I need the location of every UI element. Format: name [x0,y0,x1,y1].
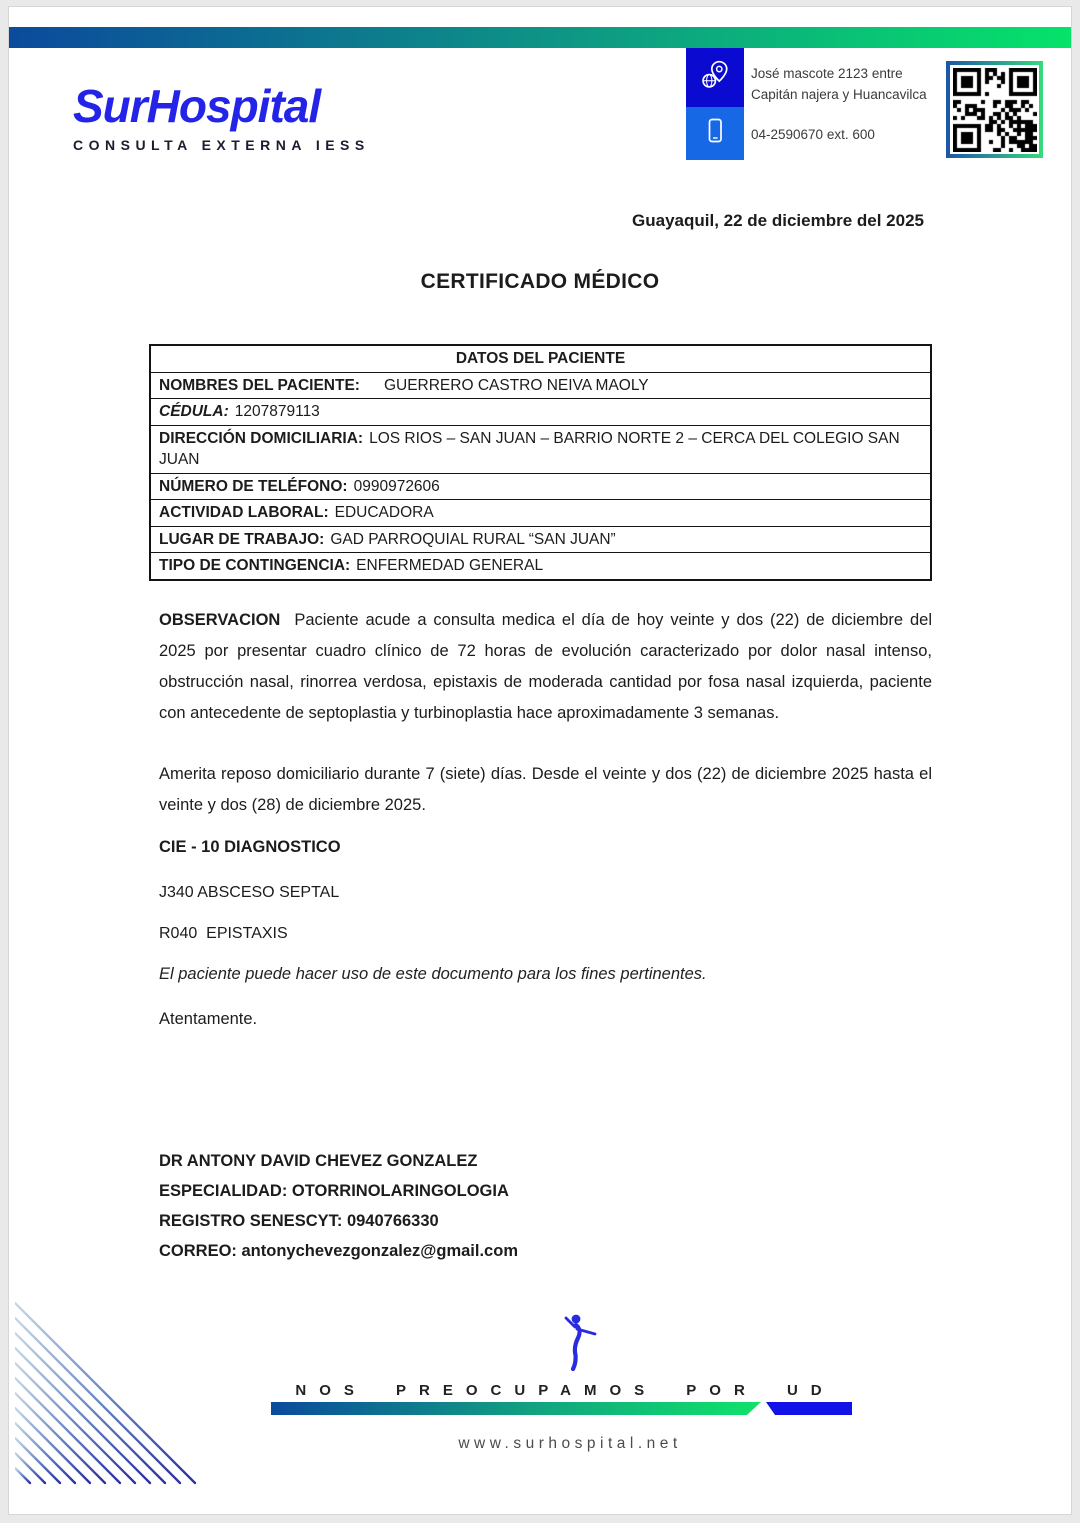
footer-blue-bar [766,1402,852,1415]
row-value: ENFERMEDAD GENERAL [356,557,544,574]
table-row [151,473,930,500]
table-row [151,425,930,473]
location-square [686,48,744,107]
logo-subtitle: CONSULTA EXTERNA IESS [73,137,370,153]
table-row [151,552,930,579]
rest-paragraph: Amerita reposo domiciliario durante 7 (siete) días. Desde el veinte y dos (22) de diciembre 2025 hasta el veinte y dos (28) de diciembre 2025. [159,765,932,814]
cie-heading: CIE - 10 DIAGNOSTICO [159,838,341,856]
diagnosis-line-2: R040 EPISTAXIS [159,925,288,942]
row-label: DIRECCIÓN DOMICILIARIA: [159,429,364,447]
observation-text: Paciente acude a consulta medica el día de hoy veinte y dos (22) de diciembre del 2025 por presentar cuadro clínico de 72 horas de evolución caracterizado por dolor nasal intenso, obstrucción nasal, rinorrea verdosa, epistaxis de moderada cantidad por fosa nasal izquierda, paciente con antecedente de septoplastia y turbinoplastia hace aproximadamente 3 semanas. [159,611,932,722]
doctor-name: DR ANTONY DAVID CHEVEZ GONZALEZ [159,1152,478,1170]
row-label: CÉDULA: [159,403,229,420]
patient-table [149,344,932,581]
row-value: 1207879113 [234,403,320,420]
table-row [151,526,930,553]
website-text: www.surhospital.net [458,1435,682,1452]
footer-gradient-bar [271,1402,761,1415]
doctor-specialty: ESPECIALIDAD: OTORRINOLARINGOLOGIA [159,1182,509,1200]
usage-note: El paciente puede hacer uso de este documento para los fines pertinentes. [159,965,707,983]
observation-label: OBSERVACION [159,611,281,629]
row-label: TIPO DE CONTINGENCIA: [159,557,351,574]
diagnosis-line-1: J340 ABSCESO SEPTAL [159,884,340,901]
row-value: GUERRERO CASTRO NEIVA MAOLY [383,376,649,394]
closing-text: Atentamente. [159,1010,258,1028]
certificate-page [8,6,1072,1515]
document-title: CERTIFICADO MÉDICO [420,270,660,293]
top-gradient-bar [9,27,1071,48]
doctor-block [159,1146,518,1266]
table-row [151,398,930,425]
phone-text: 04-2590670 ext. 600 [751,127,875,142]
table-header: DATOS DEL PACIENTE [455,350,626,367]
phone-square [686,107,744,160]
qr-pattern [953,68,1037,152]
smartphone-icon [700,116,730,151]
address-line-2: Capitán najera y Huancavilca [751,87,927,102]
table-row [151,499,930,526]
row-value: EDUCADORA [334,504,434,521]
logo-title: SurHospital [73,80,321,132]
row-label: NOMBRES DEL PACIENTE: [159,376,360,394]
row-value: 0990972606 [353,477,440,495]
footer-slogan: NOS PREOCUPAMOS POR UD [295,1382,835,1399]
location-pin-globe-icon [699,59,731,96]
person-figure-icon [552,1313,602,1376]
hospital-logo [73,80,373,153]
row-label: LUGAR DE TRABAJO: [159,530,325,548]
row-value: GAD PARROQUIAL RURAL “SAN JUAN” [330,530,616,548]
qr-code [946,61,1043,158]
row-label: NÚMERO DE TELÉFONO: [159,477,348,495]
row-label: ACTIVIDAD LABORAL: [159,504,329,521]
doctor-email: CORREO: antonychevezgonzalez@gmail.com [159,1242,518,1260]
table-row [151,372,930,399]
address-line-1: José mascote 2123 entre [751,66,903,81]
observation-paragraph [159,605,932,729]
row-value: LOS RIOS – SAN JUAN – BARRIO NORTE 2 – CERCA DEL COLEGIO SAN JUAN [159,429,900,468]
address-text [751,63,927,105]
doctor-registry: REGISTRO SENESCYT: 0940766330 [159,1212,439,1230]
date-line: Guayaquil, 22 de diciembre del 2025 [632,211,924,230]
